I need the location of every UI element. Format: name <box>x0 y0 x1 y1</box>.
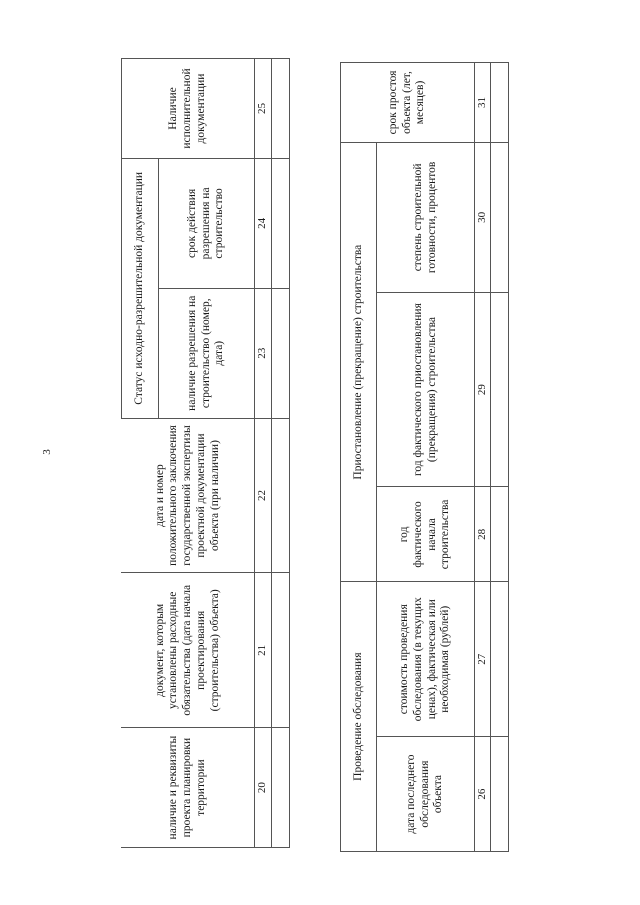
table1-header-col-21: документ, которым установлены расходные обязательства (дата начала проектирования (строительства) объекта) <box>122 573 255 728</box>
table1-num-23: 23 <box>255 288 271 418</box>
table1-header-col-24: срок действия разрешения на строительство <box>158 159 255 289</box>
table2-group-suspension: Приостановление (прекращение) строительства <box>341 142 377 581</box>
table2-empty-cell <box>491 63 509 143</box>
table2-num-27: 27 <box>475 582 491 737</box>
table2-num-29: 29 <box>475 292 491 487</box>
table2-empty-cell <box>491 737 509 852</box>
table2-header-col-27: стоимость проведения обследования (в текущих ценах), фактическая или необходимая (рублей) <box>377 582 475 737</box>
table1-num-25: 25 <box>255 59 271 159</box>
table2-header-col-31: срок простоя объекта (лет, месяцев) <box>341 63 475 143</box>
table2-num-30: 30 <box>475 142 491 292</box>
table2-group-inspection: Проведение обследования <box>341 582 377 852</box>
table1-empty-cell <box>271 59 289 159</box>
table2-empty-cell <box>491 582 509 737</box>
table1-empty-cell <box>271 573 289 728</box>
table1-num-24: 24 <box>255 159 271 289</box>
table1-empty-cell <box>271 728 289 848</box>
table1-header-col-23: наличие разрешения на строительство (номер, дата) <box>158 288 255 418</box>
table2-header-col-30: степень строительной готовности, процентов <box>377 142 475 292</box>
table2-empty-cell <box>491 142 509 292</box>
table1-header-col-22: дата и номер положительного заключения государственной экспертизы проектной документации объекта (при наличии) <box>122 418 255 573</box>
table2-header-col-29: год фактического приостановления (прекращения) строительства <box>377 292 475 487</box>
table-doc-status <box>121 58 290 848</box>
page-number: 3 <box>40 449 53 455</box>
table1-empty-cell <box>271 159 289 289</box>
table2-empty-cell <box>491 487 509 582</box>
table2-header-col-28: год фактического начала строительства <box>377 487 475 582</box>
table1-header-col-20: наличие и реквизиты проекта планировки территории <box>122 728 255 848</box>
table2-num-26: 26 <box>475 737 491 852</box>
table1-group-status: Статус исходно-разрешительной документации <box>122 159 159 419</box>
table1-num-20: 20 <box>255 728 271 848</box>
table1-num-21: 21 <box>255 573 271 728</box>
table2-empty-cell <box>491 292 509 487</box>
table1-num-22: 22 <box>255 418 271 573</box>
table-inspection-suspension <box>340 62 509 852</box>
table1-empty-cell <box>271 418 289 573</box>
table1-empty-cell <box>271 288 289 418</box>
table2-header-col-26: дата последнего обследования объекта <box>377 737 475 852</box>
table2-num-28: 28 <box>475 487 491 582</box>
table2-num-31: 31 <box>475 63 491 143</box>
table1-header-col-25: Наличие исполнительной документации <box>122 59 255 159</box>
